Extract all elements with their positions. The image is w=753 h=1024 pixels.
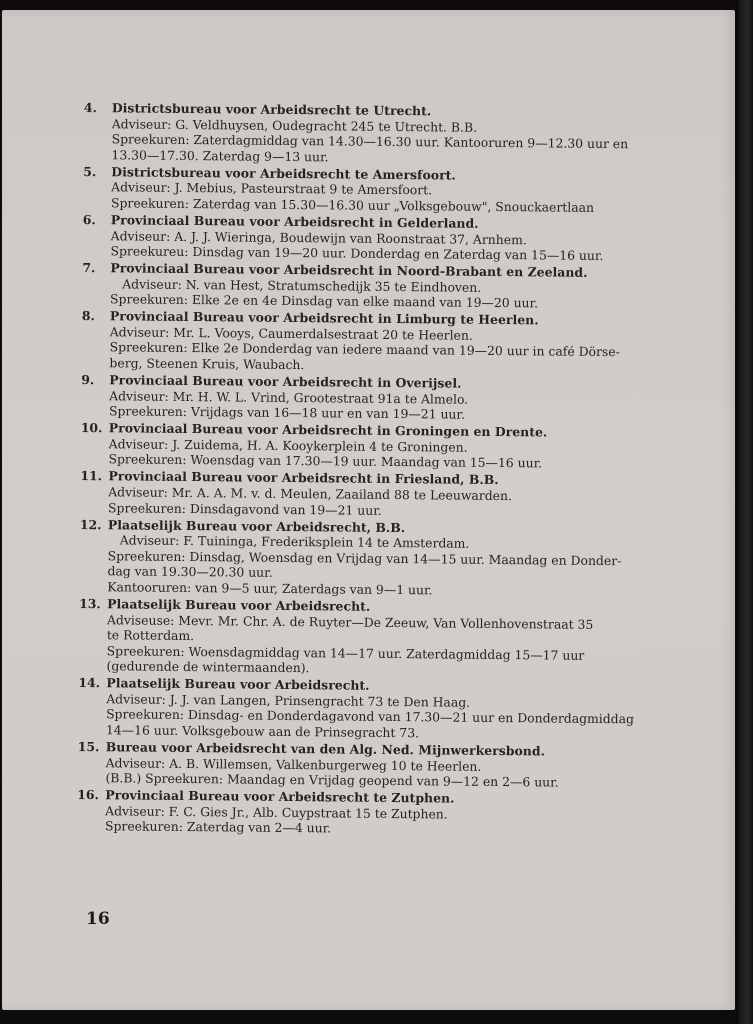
list-item [81,372,696,425]
item-line: Spreekuren: Dinsdag, Woensdag en Vrijdag van 14—15 uur. Maandag en Donder- [107,547,622,568]
item-line: (B.B.) Spreekuren: Maandag en Vrijdag geopend van 9—12 en 2—6 uur. [105,770,559,790]
item-number: 9. [81,372,95,388]
item-line: Adviseur: J. Mebius, Pasteurstraat 9 te Amersfoort. [111,179,433,198]
item-line: Spreekuren: Woensdagmiddag van 14—17 uur. Zaterdagmiddag 15—17 uur [106,642,585,663]
item-line: Spreekuren: Dinsdag- en Donderdagavond van 17.30—21 uur en Donderdagmiddag [106,706,635,727]
item-line: Spreekureu: Dinsdag van 19—20 uur. Donderdag en Zaterdag van 15—16 uur. [110,243,604,264]
list-item [78,675,694,743]
item-title: Provinciaal Bureau voor Arbeidsrecht te Zutphen. [105,787,455,806]
item-line: Spreekuren: Zaterdag van 15.30—16.30 uur „Volksgebouw", Snouckaertlaan [110,195,595,215]
item-number: 11. [80,468,103,484]
bureau-list [77,100,699,841]
list-item [83,100,699,168]
item-line: Adviseur: A. B. Willemsen, Valkenburgerweg 10 te Heerlen. [105,754,482,774]
list-item [80,420,695,473]
list-item [83,164,698,217]
item-title: Plaatselijk Bureau voor Arbeidsrecht. [107,596,371,614]
item-line: Spreekuren: Zaterdagmiddag van 14.30—16.30 uur. Kantooruren 9—12.30 uur en [111,131,629,152]
list-item [77,787,692,840]
item-line: Spreekuren: Vrijdags van 16—18 uur en van 19—21 uur. [108,403,466,422]
item-line: Adviseur: A. J. J. Wieringa, Boudewijn van Roonstraat 37, Arnhem. [110,227,527,247]
item-line: Adviseur: F. C. Gies Jr., Alb. Cuypstraat 15 te Zutphen. [105,803,448,822]
item-line: Spreekuren: Dinsdagavond van 19—21 uur. [108,499,382,518]
item-number: 13. [79,595,101,612]
book-page [2,10,735,1010]
item-title: Provinciaal Bureau voor Arbeidsrecht in Groningen en Drente. [108,420,548,440]
item-number: 10. [80,420,103,436]
list-item [78,596,694,680]
item-title: Provinciaal Bureau voor Arbeidsrecht in Friesland, B.B. [108,468,499,488]
item-number: 4. [83,100,97,116]
item-line: Spreekuren: Elke 2e en 4e Dinsdag van elke maand van 19—20 uur. [110,291,539,311]
item-title: Plaatselijk Bureau voor Arbeidsrecht, B.B. [107,516,406,535]
item-line: Spreekuren: Elke 2e Donderdag van iedere maand van 19—20 uur in café Dörse- [109,339,620,360]
page-number: 16 [86,909,110,929]
item-line: Adviseuse: Mevr. Mr. Chr. A. de Ruyter—De Zeeuw, Van Vollenhovenstraat 35 [106,611,594,632]
item-title: Provinciaal Bureau voor Arbeidsrecht in Overijsel. [109,372,462,391]
item-number: 15. [77,739,100,755]
item-line: te Rotterdam. [106,627,195,644]
item-line: Adviseur: Mr. A. A. M. v. d. Meulen, Zaailand 88 te Leeuwarden. [108,484,513,504]
item-number: 5. [83,163,97,179]
item-number: 12. [79,516,102,532]
item-line: Adviseur: G. Veldhuysen, Oudegracht 245 te Utrecht. B.B. [111,115,478,135]
item-line: Spreekuren: Woensdag van 17.30—19 uur. Maandag van 15—16 uur. [108,451,543,471]
item-number: 8. [81,308,95,324]
list-item [81,308,697,376]
list-item [82,260,697,313]
item-number: 16. [77,787,99,803]
item-number: 14. [78,675,101,691]
list-item [82,212,697,265]
item-title: Districtsbureau voor Arbeidsrecht te Utrecht. [111,100,432,119]
list-item [80,468,695,521]
item-line: 14—16 uur. Volksgebouw aan de Prinsegracht 73. [105,722,420,741]
item-title: Provinciaal Bureau voor Arbeidsrecht in Limburg te Heerlen. [109,308,539,328]
item-line: Adviseur: Mr. H. W. L. Vrind, Grootestraat 91a te Almelo. [109,387,469,407]
item-number: 7. [82,260,96,276]
list-item [77,739,692,792]
item-line: 13.30—17.30. Zaterdag 9—13 uur. [111,147,329,165]
item-line: Adviseur: J. J. van Langen, Prinsengracht 73 te Den Haag. [106,691,471,710]
item-title: Bureau voor Arbeidsrecht van den Alg. Ned. Mijnwerkersbond. [105,739,546,759]
item-line: berg, Steenen Kruis, Waubach. [109,355,305,373]
item-number: 6. [82,211,96,228]
item-line: Adviseur: F. Tuininga, Frederiksplein 14 te Amsterdam. [119,532,470,551]
item-line: Adviseur: J. Zuidema, H. A. Kooykerplein 4 te Groningen. [108,436,468,455]
list-item [79,517,695,601]
item-line: Adviseur: N. van Hest, Stratumschedijk 35 te Eindhoven. [122,276,482,295]
item-line: Kantooruren: van 9—5 uur, Zaterdags van 9—1 uur. [107,579,433,598]
item-title: Provinciaal Bureau voor Arbeidsrecht in Gelderland. [110,212,479,231]
item-line: (gedurende de wintermaanden). [106,658,310,676]
item-title: Plaatselijk Bureau voor Arbeidsrecht. [106,675,370,694]
item-line: Adviseur: Mr. L. Vooys, Caumerdalsestraat 20 te Heerlen. [109,324,473,343]
book-edge [739,0,753,1024]
item-line: dag van 19.30—20.30 uur. [107,563,273,581]
item-title: Provinciaal Bureau voor Arbeidsrecht in Noord-Brabant en Zeeland. [110,260,588,280]
item-title: Districtsbureau voor Arbeidsrecht te Amersfoort. [111,164,456,183]
item-line: Spreekuren: Zaterdag van 2—4 uur. [104,818,332,836]
